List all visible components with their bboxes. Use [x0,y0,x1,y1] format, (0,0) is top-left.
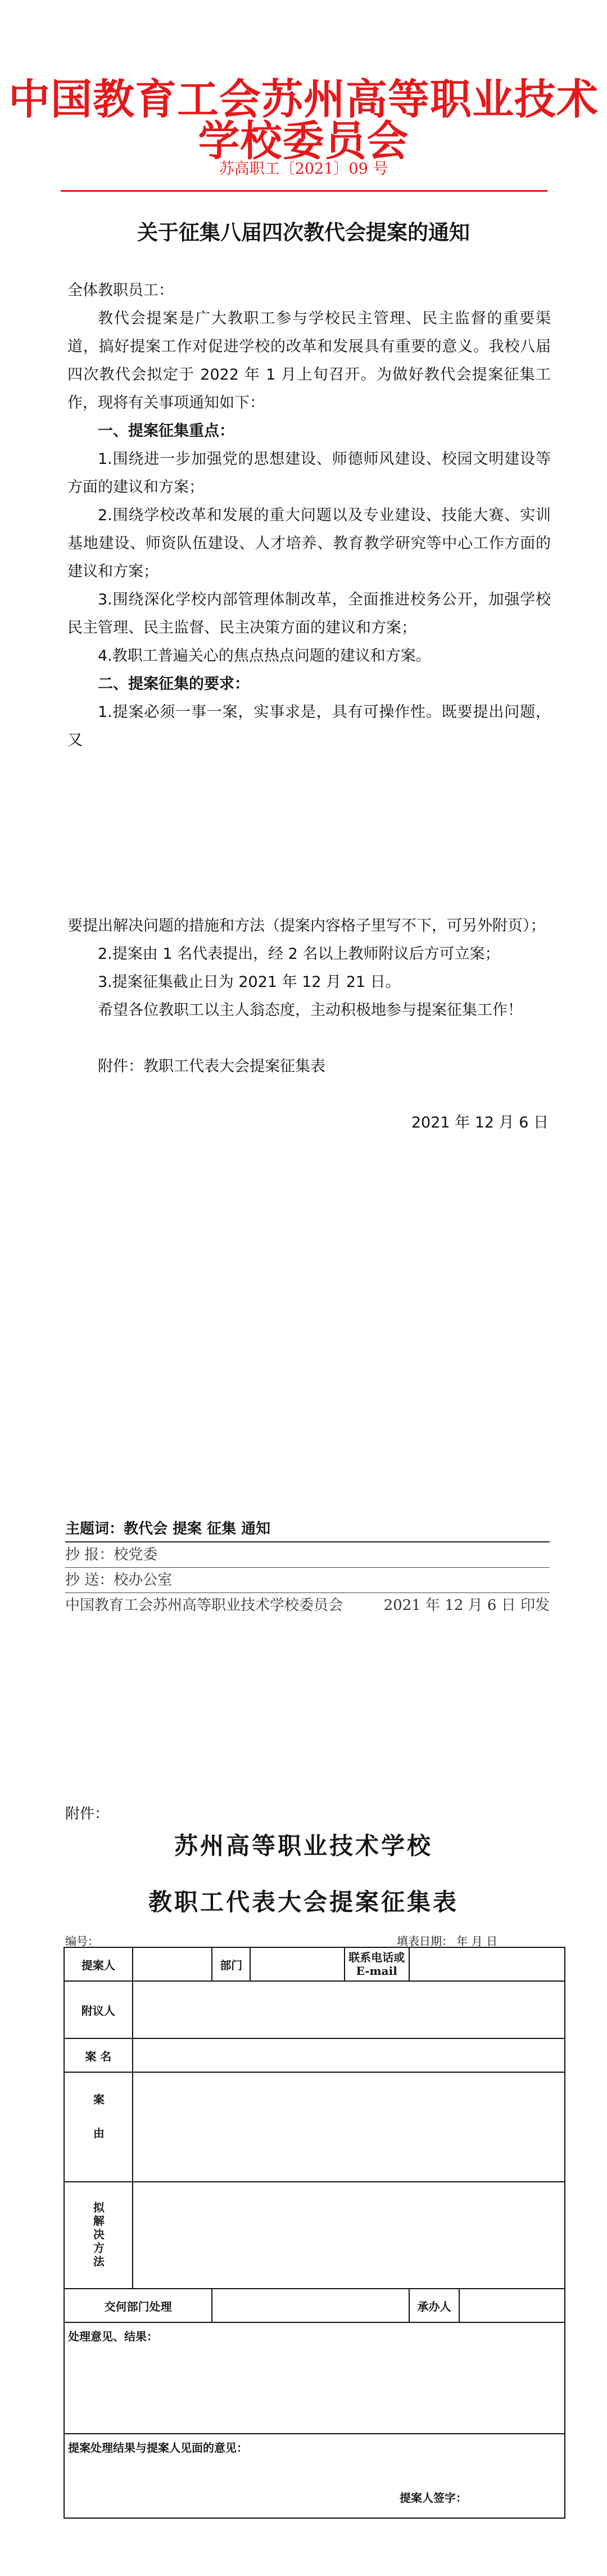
solution-field[interactable] [133,2182,565,2289]
proposer-label: 提案人 [64,1947,133,1981]
number-label: 编号： [65,1934,99,1948]
seconder-field[interactable] [133,1981,565,2038]
handler-field[interactable] [459,2289,565,2322]
notice-title: 关于征集八届四次教代会提案的通知 [137,220,470,245]
feedback-cell[interactable] [64,2434,565,2518]
form-school-name: 苏州高等职业技术学校 [174,1832,433,1860]
opinion-label: 处理意见、结果： [68,2330,158,2343]
section2-item: 1.提案必须一事一案，实事求是，具有可操作性。既要提出问题，又 [67,703,551,749]
case-name-label: 案 名 [64,2038,133,2072]
opinion-cell[interactable] [64,2322,565,2434]
doc-number: 苏高职工〔2021〕09 号 [219,160,388,178]
section1-item: 1.围绕进一步加强党的思想建设、师德师风建设、校园文明建设等方面的建议和方案； [67,450,551,496]
handling-dept-field[interactable] [212,2289,409,2322]
attachment-note: 附件：教职工代表大会提案征集表 [98,1058,325,1075]
seconder-label: 附议人 [64,1981,133,2038]
section1-item: 3.围绕深化学校内部管理体制改革，全面推进校务公开，加强学校民主管理、民主监督、民主决策方面的建议和方案； [67,591,551,637]
keywords: 主题词：教代会 提案 征集 通知 [65,1521,271,1537]
contact-label: 联系电话或 E-mail [345,1947,409,1981]
department-field[interactable] [250,1947,345,1981]
department-label: 部门 [212,1947,250,1981]
fill-date-label: 填表日期： 年 月 日 [397,1934,498,1948]
intro-paragraph: 教代会提案是广大教职工参与学校民主管理、民主监督的重要渠道，搞好提案工作对促进学校的改革和发展具有重要的意义。我校八届四次教代会拟定于 2022 年 1 月上旬召开。为做好教代会提案征集工作，现将有关事项通知如下： [67,310,551,412]
cc-report: 抄 报：校党委 [65,1546,158,1563]
notice-body [67,277,551,1137]
case-reason-field[interactable] [133,2072,565,2182]
section1-item: 4.教职工普遍关心的焦点热点问题的建议和方案。 [98,647,431,665]
section2-item-continued: 要提出解决问题的措施和方法（提案内容格子里写不下，可另外附页）； [67,917,546,935]
cc-send: 抄 送：校办公室 [65,1572,173,1589]
section1-heading: 一、提案征集重点： [98,422,234,440]
handling-dept-label: 交何部门处理 [64,2289,212,2322]
issuer: 中国教育工会苏州高等职业技术学校委员会 [65,1597,343,1614]
section1-item: 2.围绕学校改革和发展的重大问题以及专业建设、技能大赛、实训基地建设、师资队伍建设、人才培养、教育教学研究等中心工作方面的建议和方案； [67,507,551,580]
section2-item: 3.提案征集截止日为 2021 年 12 月 21 日。 [98,973,401,991]
document-footer [65,1517,550,1618]
section2-item: 2.提案由 1 名代表提出，经 2 名以上教师附议后方可立案； [98,945,500,963]
print-date: 2021 年 12 月 6 日 印发 [383,1597,550,1614]
salutation: 全体教职员工： [67,282,174,299]
issue-date: 2021 年 12 月 6 日 [411,1114,549,1131]
case-name-field[interactable] [133,2038,565,2072]
feedback-label: 提案处理结果与提案人见面的意见： [68,2441,248,2455]
signature-label: 提案人签字： [400,2491,467,2505]
proposal-form-table [64,1947,565,2519]
section2-heading: 二、提案征集的要求： [98,675,250,693]
form-title: 教职工代表大会提案征集表 [148,1888,459,1916]
contact-field[interactable] [409,1947,565,1981]
solution-label: 拟解决方法 [64,2182,133,2289]
form-meta [65,1932,543,1948]
print-info [65,1593,550,1618]
proposer-field[interactable] [133,1947,212,1981]
handler-label: 承办人 [409,2289,460,2322]
red-divider [61,190,547,192]
org-title: 中国教育工会苏州高等职业技术学校委员会 [8,75,599,165]
closing-sentence: 希望各位教职工以主人翁态度，主动积极地参与提案征集工作！ [98,1001,523,1019]
attachment-label: 附件： [65,1806,110,1822]
case-reason-label: 案由 [64,2072,133,2182]
